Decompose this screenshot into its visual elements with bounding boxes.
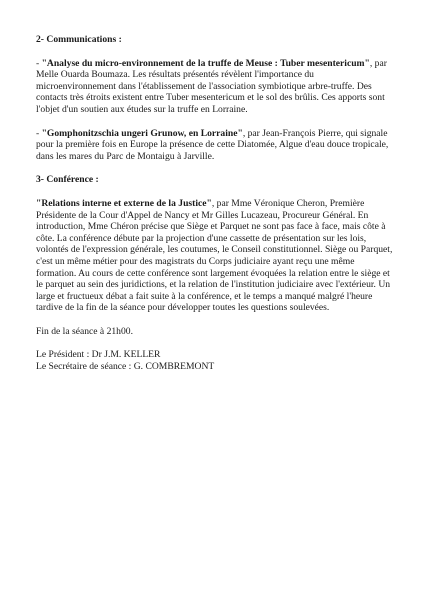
secretary-signature: Le Secrétaire de séance : G. COMBREMONT — [36, 361, 215, 373]
conference-heading: 3- Conférence : — [36, 174, 99, 186]
communication-item-truffe — [36, 58, 396, 116]
session-end-text: Fin de la séance à 21h00. — [36, 325, 133, 337]
communication-title-truffe: "Analyse du micro-environnement de la truffe de Meuse : Tuber mesentericum" — [41, 57, 370, 69]
conference-item-justice — [36, 198, 396, 314]
item-prefix: - — [36, 57, 42, 69]
president-signature: Le Président : Dr J.M. KELLER — [36, 349, 161, 361]
communication-title-diatomee: "Gomphonitzschia ungeri Grunow, en Lorraine" — [41, 127, 243, 139]
communication-body-truffe: , par Melle Ouarda Boumaza. Les résultats présentés révèlent l'importance du microenvironnement dans l'établissement de l'association symbiotique arbre-truffe. Des contacts très étroits existent entre Tuber mesentericum et le sol des brûlis. Ces apports sont l'objet d'un soutien aux études sur la truffe en Lorraine. — [36, 57, 387, 115]
conference-body-justice: , par Mme Véronique Cheron, Première Présidente de la Cour d'Appel de Nancy et Mr Gilles Lucazeau, Procureur Général. En introduction, Mme Chéron précise que Siège et Parquet ne sont pas face à face, mais côte à côte. La conférence débute par la projection d'une cassette de présentation sur les lois, volontés de l'expression générale, les coutumes, le Conseil constitutionnel. Siège ou Parquet, c'est un même métier pour des magistrats du Corps judiciaire ayant reçu une même formation. Au cours de cette conférence sont largement évoquées la relation entre le siège et le parquet au sein des juridictions, et la relation de l'institution judiciaire avec l'extérieur. Un large et fructueux débat a fait suite à la conférence, et le temps a manqué malgré l'heure tardive de la fin de la séance pour développer toutes les questions soulevées. — [36, 197, 393, 314]
document-page — [36, 34, 396, 373]
communication-item-diatomee — [36, 128, 396, 163]
communication-body-diatomee: , par Jean-François Pierre, qui signale pour la première fois en Europe la présence de cette Diatomée, Algue d'eau douce tropicale, dans les mares du Parc de Montaigu à Jarville. — [36, 127, 389, 162]
item-prefix: - — [36, 127, 42, 139]
conference-title-justice: "Relations interne et externe de la Justice" — [36, 197, 212, 209]
communications-heading: 2- Communications : — [36, 34, 122, 45]
